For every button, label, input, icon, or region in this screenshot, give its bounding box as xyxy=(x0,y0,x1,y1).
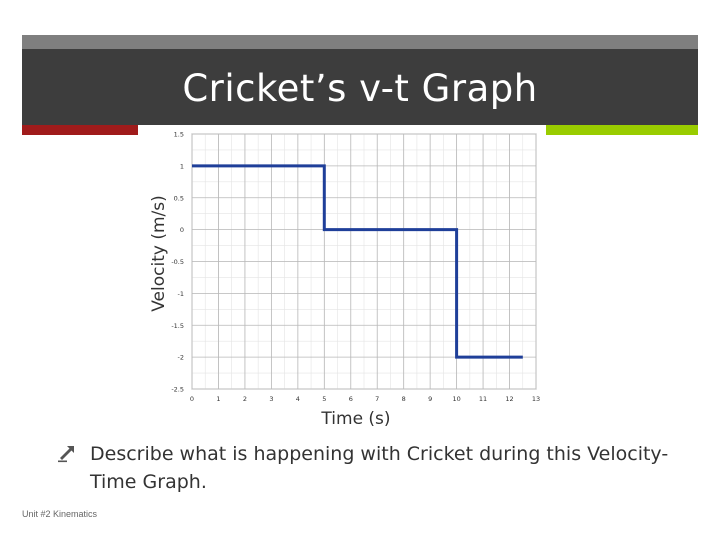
x-tick-labels xyxy=(190,395,540,403)
x-tick-label: 1 xyxy=(216,395,221,403)
x-tick-label: 6 xyxy=(348,395,353,403)
title-top-strip xyxy=(22,35,698,49)
vt-chart xyxy=(138,125,546,430)
x-tick-label: 5 xyxy=(322,395,327,403)
accent-bar-right xyxy=(546,125,698,135)
x-tick-label: 13 xyxy=(531,395,541,403)
y-tick-label: 0 xyxy=(179,226,184,235)
x-tick-label: 7 xyxy=(375,395,380,403)
bullet-item xyxy=(56,440,696,496)
footer-text: Unit #2 Kinematics xyxy=(22,509,98,519)
arrow-up-right-icon xyxy=(56,444,76,464)
y-tick-label: 1.5 xyxy=(173,130,184,139)
title-bar xyxy=(22,49,698,125)
bullet-text: Describe what is happening with Cricket during this Velocity-Time Graph. xyxy=(90,443,669,493)
y-axis-label: Velocity (m/s) xyxy=(149,195,169,312)
x-tick-label: 3 xyxy=(269,395,274,403)
y-tick-label: 0.5 xyxy=(173,194,184,203)
x-tick-label: 2 xyxy=(242,395,247,403)
y-tick-label: 1 xyxy=(179,162,184,171)
slide-title: Cricket’s v-t Graph xyxy=(182,67,538,110)
vt-chart-svg xyxy=(138,125,546,430)
x-tick-label: 9 xyxy=(428,395,433,403)
y-tick-label: -0.5 xyxy=(171,258,184,266)
x-tick-label: 12 xyxy=(505,395,514,403)
x-tick-label: 4 xyxy=(295,395,300,403)
y-tick-label: -2.5 xyxy=(171,385,184,394)
y-tick-label: -1 xyxy=(177,289,184,298)
x-tick-label: 8 xyxy=(401,395,406,403)
x-tick-label: 10 xyxy=(452,395,461,403)
accent-bar-left xyxy=(22,125,138,135)
x-tick-label: 0 xyxy=(189,395,195,403)
x-axis-label: Time (s) xyxy=(321,409,391,429)
x-tick-label: 11 xyxy=(478,395,488,403)
y-tick-label: -2 xyxy=(177,353,184,362)
y-tick-label: -1.5 xyxy=(171,321,184,330)
y-tick-labels xyxy=(171,131,184,394)
